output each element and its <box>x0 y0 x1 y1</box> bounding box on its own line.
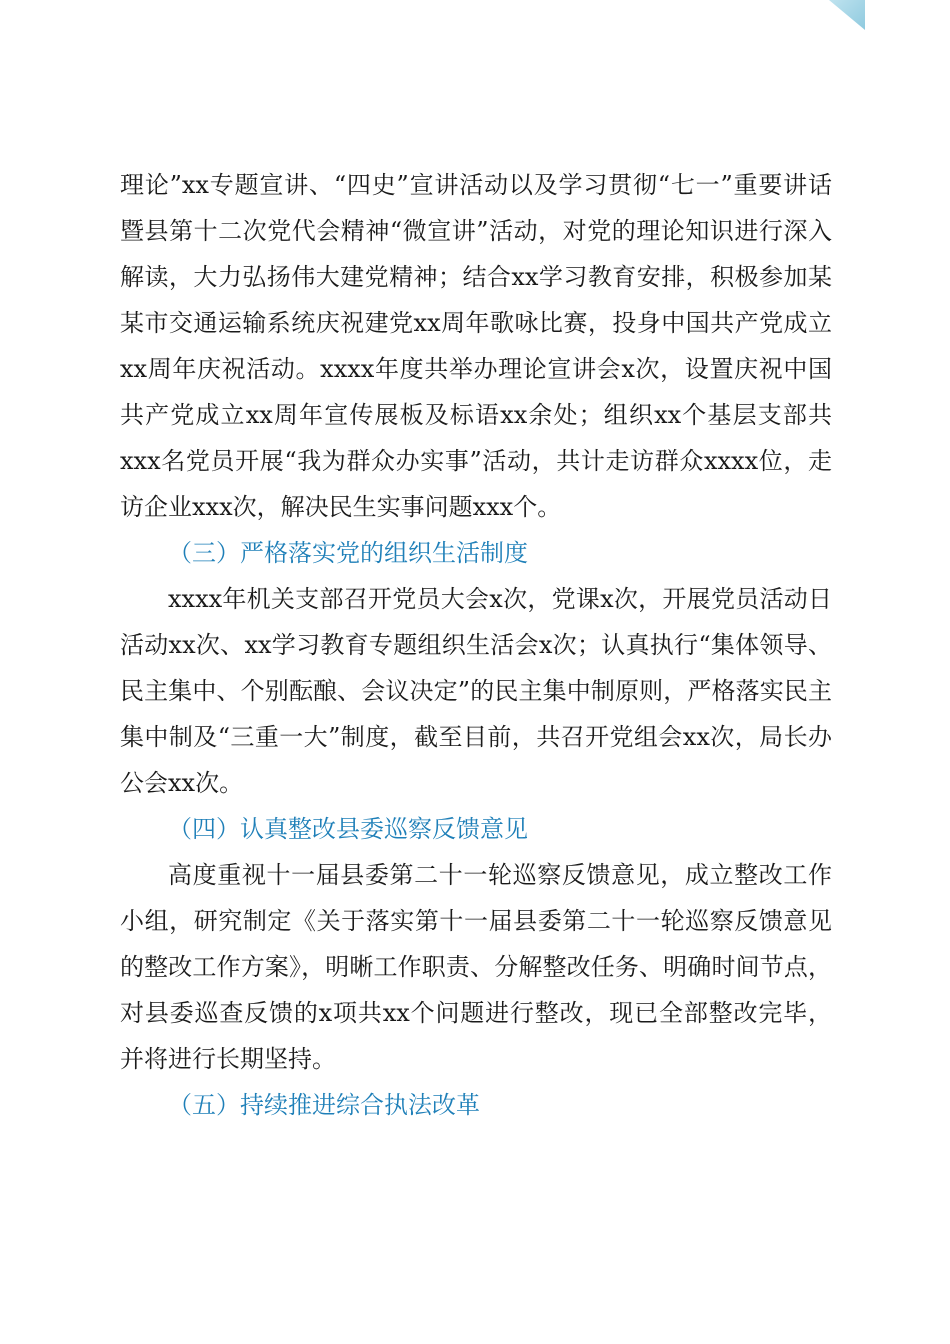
body-paragraph: xxxx年机关支部召开党员大会x次，党课x次，开展党员活动日活动xx次、xx学习教育专题组织生活会x次；认真执行“集体领导、民主集中、个别酝酿、会议决定”的民主集中制原则，严格落实民主集中制及“三重一大”制度，截至目前，共召开党组会xx次，局长办公会xx次。 <box>120 585 832 797</box>
body-paragraph: 高度重视十一届县委第二十一轮巡察反馈意见，成立整改工作小组，研究制定《关于落实第十一届县委第二十一轮巡察反馈意见的整改工作方案》，明晰工作职责、分解整改任务、明确时间节点，对县委巡查反馈的x项共xx个问题进行整改，现已全部整改完毕，并将进行长期坚持。 <box>120 861 832 1073</box>
section-heading-3: （三）严格落实党的组织生活制度 <box>168 539 528 567</box>
corner-decoration <box>829 0 865 30</box>
document-body <box>120 162 832 1128</box>
body-paragraph: 理论”xx专题宣讲、“四史”宣讲活动以及学习贯彻“七一”重要讲话暨县第十二次党代会精神“微宣讲”活动，对党的理论知识进行深入解读，大力弘扬伟大建党精神；结合xx学习教育安排，积极参加某某市交通运输系统庆祝建党xx周年歌咏比赛，投身中国共产党成立xx周年庆祝活动。xxxx年度共举办理论宣讲会x次，设置庆祝中国共产党成立xx周年宣传展板及标语xx余处；组织xx个基层支部共xxx名党员开展“我为群众办实事”活动，共计走访群众xxxx位，走访企业xxx次，解决民生实事问题xxx个。 <box>120 171 832 521</box>
section-heading-4: （四）认真整改县委巡察反馈意见 <box>168 815 528 843</box>
section-heading-5: （五）持续推进综合执法改革 <box>168 1091 480 1119</box>
